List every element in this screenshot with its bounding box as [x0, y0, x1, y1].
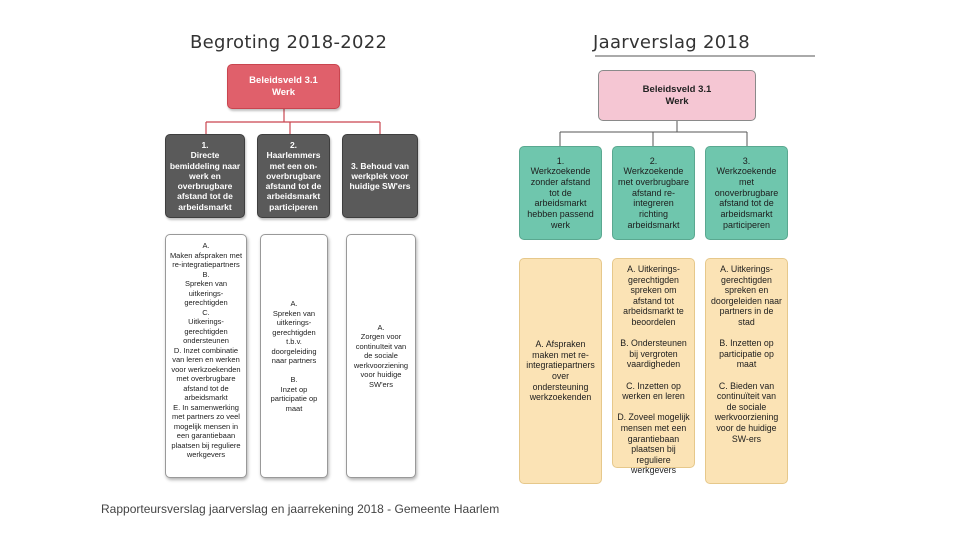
left-subgoals-3-label: A. Zorgen voor continuïteit van de sociale werkvoorziening voor huidige SW'ers [353, 322, 409, 389]
left-subgoals-2-box [260, 234, 328, 478]
left-subgoals-2-label: A. Spreken van uitkerings- gerechtigden t.b.v. doorgeleiding naar partners B. Inzet op participatie op maat [270, 299, 318, 413]
right-goal-3-box [705, 146, 788, 240]
left-title: Begroting 2018-2022 [190, 32, 388, 53]
left-goal-2-box [257, 134, 330, 218]
right-root-label: Beleidsveld 3.1 Werk [642, 83, 712, 107]
left-goal-2-label: 2. Haarlemmers met een on- overbrugbare afstand tot de arbeidsmarkt participeren [265, 140, 322, 212]
right-goal-1-box [519, 146, 602, 240]
left-goal-1-box [165, 134, 245, 218]
left-goal-3-box [342, 134, 418, 218]
left-root-box [227, 64, 340, 109]
right-goal-2-label: 2. Werkzoekende met overbrugbare afstand re- integreren richting arbeidsmarkt [617, 155, 690, 230]
right-goal-2-box [612, 146, 695, 240]
right-root-box [598, 70, 756, 121]
left-subgoals-1-box [165, 234, 247, 478]
begroting-diagram [160, 56, 440, 482]
left-goal-3-label: 3. Behoud van werkplek voor huidige SW'ers [349, 160, 411, 192]
right-subgoals-2-label: A. Uitkerings- gerechtigden spreken om afstand tot arbeidsmarkt te beoordelen B. Ondersteunen bij vergroten vaardigheden C. Inzetten op werken en leren D. Zoveel mogelijk mensen met een garantiebaan plaatsen bij reguliere werkgevers [617, 264, 690, 476]
right-goal-1-label: 1. Werkzoekende zonder afstand tot de arbeidsmarkt hebben passend werk [527, 155, 594, 230]
jaarverslag-diagram [505, 56, 815, 486]
left-subgoals-3-box [346, 234, 416, 478]
right-subgoals-3-box [705, 258, 788, 484]
right-subgoals-1-box [519, 258, 602, 484]
right-subgoals-3-label: A. Uitkerings- gerechtigden spreken en doorgeleiden naar partners in de stad B. Inzetten op participatie op maat C. Bieden van continuïteit van de sociale werkvoorziening voor de huidige SW-ers [711, 264, 782, 444]
right-subgoals-1-label: A. Afspraken maken met re- integratiepartners over ondersteuning werkzoekenden [526, 339, 595, 403]
left-subgoals-1-label: A. Maken afspraken met re-integratiepartners B. Spreken van uitkerings- gerechtigden C. Uitkerings- gerechtigden ondersteunen D. Inzet combinatie van leren en werken voor werkzoekenden met overbrugbare afstand tot de arbeidsmarkt E. In samenwerking met partners zo veel mogelijk mensen in een garantiebaan plaatsen bij reguliere werkgevers [169, 241, 243, 459]
left-goal-1-label: 1. Directe bemiddeling naar werk en overbrugbare afstand tot de arbeidsmarkt [169, 140, 241, 212]
right-subgoals-2-box [612, 258, 695, 476]
right-goal-3-label: 3. Werkzoekende met onoverbrugbare afstand tot de arbeidsmarkt participeren [714, 155, 779, 230]
left-root-label: Beleidsveld 3.1 Werk [249, 74, 318, 98]
footer-source: Rapporteursverslag jaarverslag en jaarrekening 2018 - Gemeente Haarlem [101, 502, 500, 516]
right-title: Jaarverslag 2018 [593, 32, 751, 53]
